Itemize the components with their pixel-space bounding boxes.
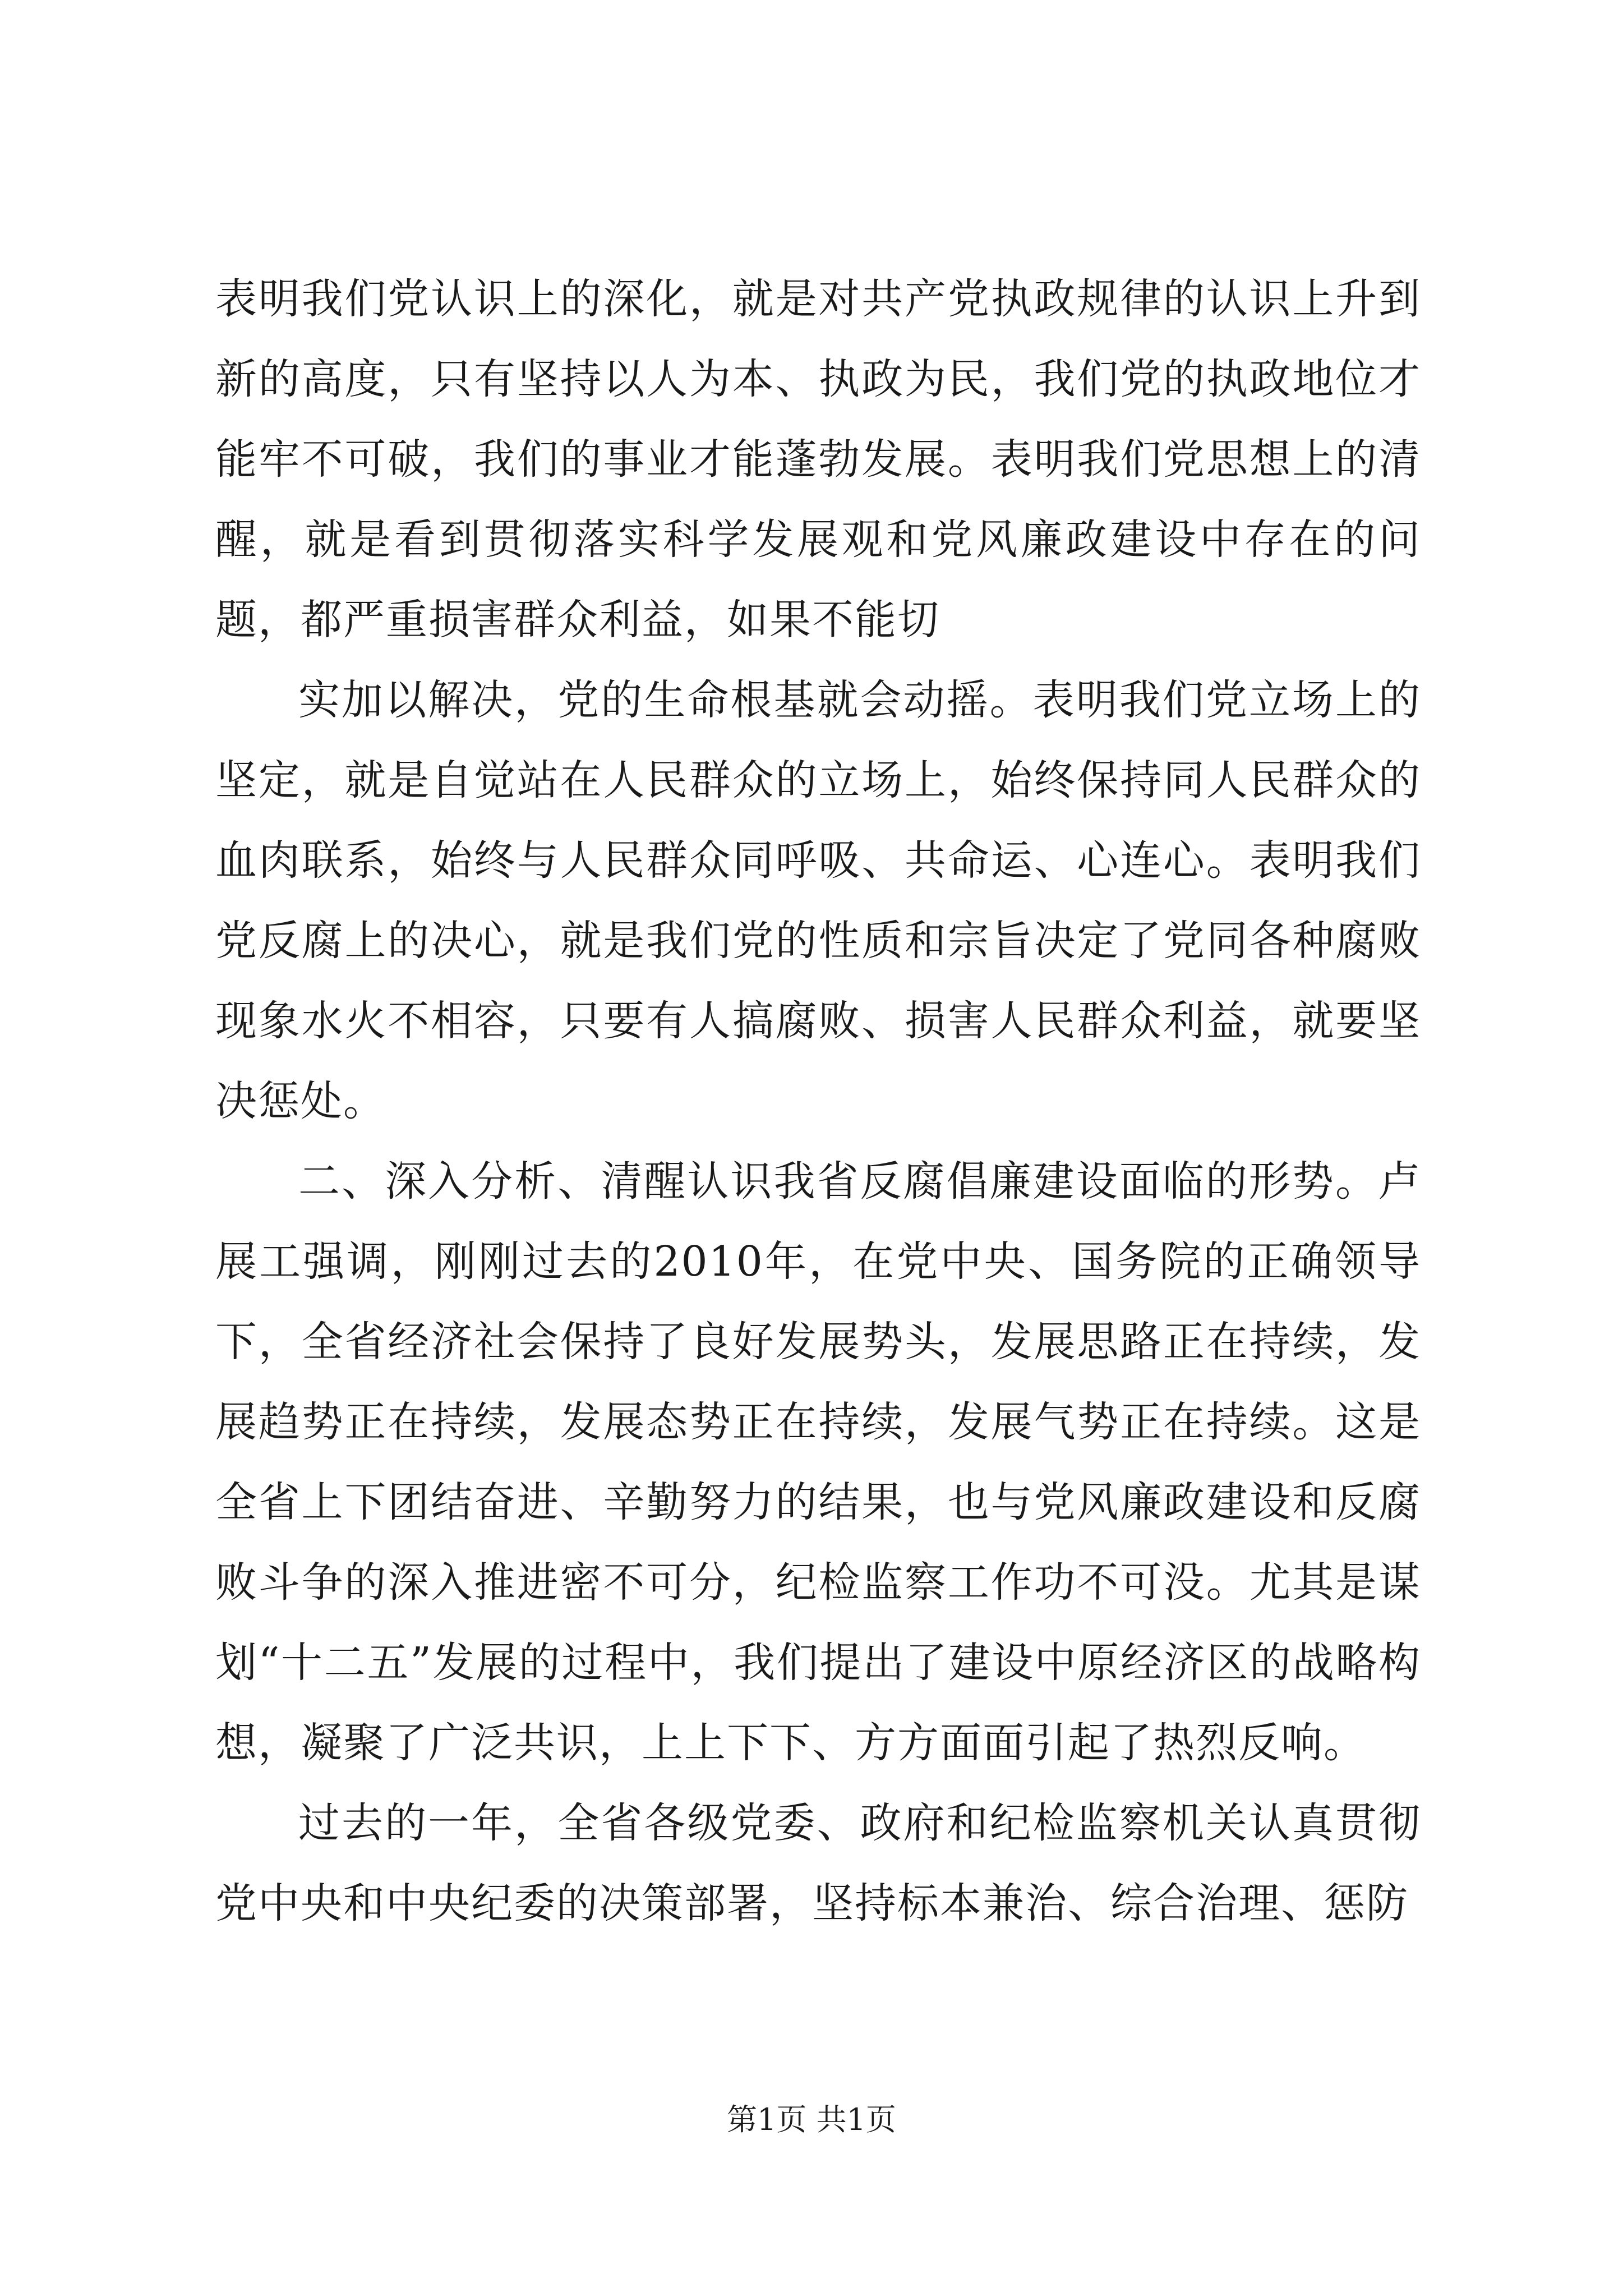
paragraph-1: 表明我们党认识上的深化，就是对共产党执政规律的认识上升到新的高度，只有坚持以人为本、执政为民，我们党的执政地位才能牢不可破，我们的事业才能蓬勃发展。表明我们党思想上的清醒，就是看到贯彻落实科学发展观和党风廉政建设中存在的问题，都严重损害群众利益，如果不能切 bbox=[215, 275, 1421, 644]
body-text bbox=[215, 259, 1421, 1944]
paragraph-4: 过去的一年，全省各级党委、政府和纪检监察机关认真贯彻党中央和中央纪委的决策部署，坚持标本兼治、综合治理、惩防 bbox=[215, 1799, 1421, 1927]
page-number-label: 第1页 共1页 bbox=[727, 2102, 896, 2137]
paragraph-2: 实加以解决，党的生命根基就会动摇。表明我们党立场上的坚定，就是自觉站在人民群众的立场上，始终保持同人民群众的血肉联系，始终与人民群众同呼吸、共命运、心连心。表明我们党反腐上的决心，就是我们党的性质和宗旨决定了党同各种腐败现象水火不相容，只要有人搞腐败、损害人民群众利益，就要坚决惩处。 bbox=[215, 676, 1421, 1125]
page-footer bbox=[0, 2096, 1623, 2139]
paragraph-3: 二、深入分析、清醒认识我省反腐倡廉建设面临的形势。卢展工强调，刚刚过去的2010年，在党中央、国务院的正确领导下，全省经济社会保持了良好发展势头，发展思路正在持续，发展趋势正在持续，发展态势正在持续，发展气势正在持续。这是全省上下团结奋进、辛勤努力的结果，也与党风廉政建设和反腐败斗争的深入推进密不可分，纪检监察工作功不可没。尤其是谋划“十二五”发展的过程中，我们提出了建设中原经济区的战略构想，凝聚了广泛共识，上上下下、方方面面引起了热烈反响。 bbox=[215, 1157, 1421, 1767]
